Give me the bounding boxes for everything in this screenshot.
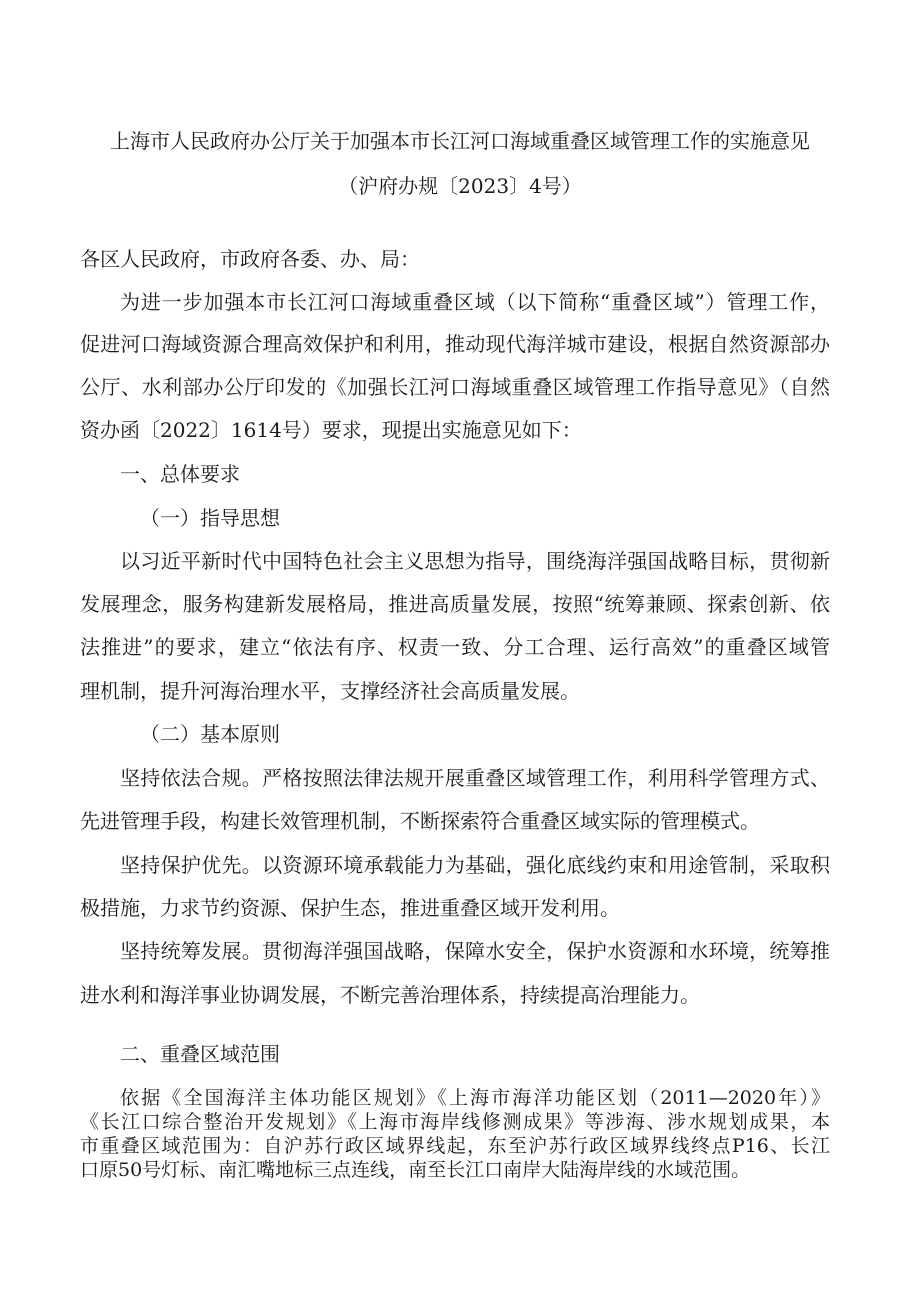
paragraph-line: 法推进”的要求，建立“依法有序、权责一致、分工合理、运行高效”的重叠区域管 xyxy=(80,635,830,659)
paragraph-line: 口原50号灯标、南汇嘴地标三点连线，南至长江口南岸大陆海岸线的水域范围。 xyxy=(80,1159,751,1181)
intro-line: 为进一步加强本市长江河口海域重叠区域（以下简称“重叠区域”）管理工作， xyxy=(120,290,830,314)
paragraph-line: 《长江口综合整治开发规划》《上海市海岸线修测成果》等涉海、涉水规划成果，本 xyxy=(80,1111,830,1133)
intro-line: 公厅、水利部办公厅印发的《加强长江河口海域重叠区域管理工作指导意见》（自然 xyxy=(80,375,830,399)
document-title: 上海市人民政府办公厅关于加强本市长江河口海域重叠区域管理工作的实施意见 xyxy=(110,129,810,153)
paragraph-line: 极措施，力求节约资源、保护生态，推进重叠区域开发利用。 xyxy=(80,896,620,920)
paragraph-line: 坚持保护优先。以资源环境承载能力为基础，强化底线约束和用途管制，采取积 xyxy=(120,853,830,877)
subsection-heading: （二）基本原则 xyxy=(140,722,280,746)
paragraph-line: 发展理念，服务构建新发展格局，推进高质量发展，按照“统筹兼顾、探索创新、依 xyxy=(80,592,830,616)
intro-line: 促进河口海域资源合理高效保护和利用，推动现代海洋城市建设，根据自然资源部办 xyxy=(80,332,830,356)
paragraph-line: 市重叠区域范围为：自沪苏行政区域界线起，东至沪苏行政区域界线终点P16、长江 xyxy=(80,1135,830,1157)
salutation: 各区人民政府，市政府各委、办、局： xyxy=(80,247,420,271)
paragraph-line: 进水利和海洋事业协调发展，不断完善治理体系，持续提高治理能力。 xyxy=(80,983,700,1007)
paragraph-line: 理机制，提升河海治理水平，支撑经济社会高质量发展。 xyxy=(80,679,580,703)
intro-line: 资办函〔2022〕1614号）要求，现提出实施意见如下： xyxy=(80,418,582,442)
section-heading: 二、重叠区域范围 xyxy=(120,1042,280,1066)
paragraph-line: 先进管理手段，构建长效管理机制，不断探索符合重叠区域实际的管理模式。 xyxy=(80,809,760,833)
paragraph-line: 以习近平新时代中国特色社会主义思想为指导，围绕海洋强国战略目标，贯彻新 xyxy=(120,549,830,573)
paragraph-line: 依据《全国海洋主体功能区规划》《上海市海洋功能区划（2011—2020年）》 xyxy=(120,1087,830,1109)
document-number: （沪府办规〔2023〕4号） xyxy=(338,174,582,198)
subsection-heading: （一）指导思想 xyxy=(140,506,280,530)
paragraph-line: 坚持依法合规。严格按照法律法规开展重叠区域管理工作，利用科学管理方式、 xyxy=(120,766,830,790)
paragraph-line: 坚持统筹发展。贯彻海洋强国战略，保障水安全，保护水资源和水环境，统筹推 xyxy=(120,939,830,963)
section-heading: 一、总体要求 xyxy=(120,462,240,486)
